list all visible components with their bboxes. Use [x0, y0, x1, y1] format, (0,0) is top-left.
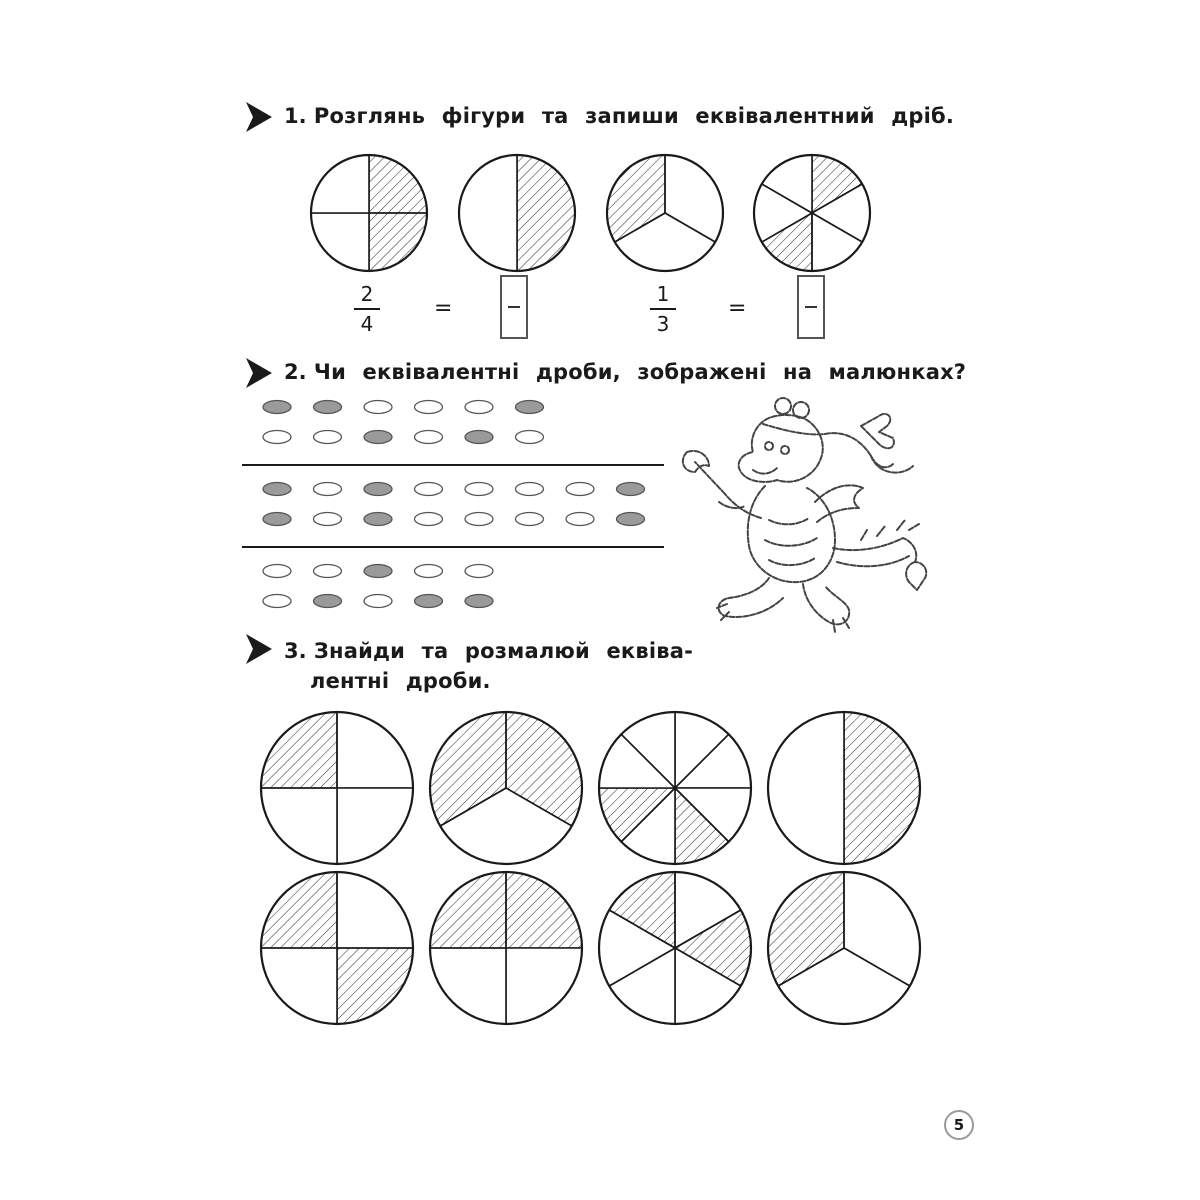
shaded-sector: [844, 712, 920, 864]
empty-oval: [465, 401, 493, 414]
task1-equals-2: =: [728, 296, 747, 321]
task3-title: [284, 636, 693, 696]
empty-oval: [263, 565, 291, 578]
fraction-numerator: 1: [656, 282, 670, 306]
empty-oval: [263, 595, 291, 608]
task3-arrow-icon: [244, 632, 274, 666]
shaded-oval: [364, 565, 392, 578]
task2-oval-groups: [240, 390, 670, 620]
empty-oval: [465, 565, 493, 578]
task2-arrow-icon: [244, 356, 274, 390]
task1-arrow-icon: [244, 100, 274, 134]
shaded-sector: [517, 155, 575, 271]
shaded-oval: [263, 401, 291, 414]
fraction-denominator: 4: [360, 312, 374, 336]
task1-title: [284, 104, 954, 128]
shaded-oval: [263, 513, 291, 526]
task3-circle-3[interactable]: [597, 710, 753, 866]
task3-circle-8[interactable]: [766, 870, 922, 1026]
empty-oval: [415, 565, 443, 578]
task1-circle-1: [309, 153, 429, 273]
task3-circle-1[interactable]: [259, 710, 415, 866]
fraction-denominator: 3: [656, 312, 670, 336]
empty-oval: [364, 401, 392, 414]
shaded-oval: [617, 513, 645, 526]
empty-oval: [314, 565, 342, 578]
shaded-oval: [516, 401, 544, 414]
empty-oval: [314, 483, 342, 496]
task1-answer-box-1[interactable]: [500, 275, 528, 339]
empty-oval: [415, 483, 443, 496]
fraction-numerator: 2: [360, 282, 374, 306]
empty-sector: [459, 155, 517, 271]
shaded-oval: [364, 431, 392, 444]
task1-number: 1.: [284, 104, 307, 128]
empty-oval: [465, 483, 493, 496]
task3-text-line1: Знайди та розмалюй еквіва-: [313, 639, 694, 663]
shaded-oval: [415, 595, 443, 608]
shaded-oval: [465, 595, 493, 608]
task1-text: Розглянь фігури та запиши еквівалентний дріб.: [313, 104, 955, 128]
task3-number: 3.: [284, 639, 307, 663]
empty-oval: [516, 483, 544, 496]
page-number: 5: [944, 1110, 974, 1140]
task2-number: 2.: [284, 360, 307, 384]
empty-oval: [566, 513, 594, 526]
task1-circle-2: [457, 153, 577, 273]
empty-sector: [768, 712, 844, 864]
task1-fraction-2: [648, 283, 678, 335]
fraction-bar: [354, 308, 380, 310]
task1-circle-4: [752, 153, 872, 273]
shaded-oval: [465, 431, 493, 444]
task3-circle-5[interactable]: [259, 870, 415, 1026]
empty-oval: [415, 513, 443, 526]
task3-circle-6[interactable]: [428, 870, 584, 1026]
shaded-oval: [364, 483, 392, 496]
empty-oval: [516, 431, 544, 444]
empty-oval: [566, 483, 594, 496]
empty-oval: [314, 513, 342, 526]
shaded-oval: [314, 595, 342, 608]
task1-answer-box-2[interactable]: [797, 275, 825, 339]
empty-oval: [465, 513, 493, 526]
empty-oval: [364, 595, 392, 608]
empty-oval: [263, 431, 291, 444]
fraction-bar: [650, 308, 676, 310]
shaded-oval: [314, 401, 342, 414]
shaded-oval: [364, 513, 392, 526]
dragon-with-wrench-icon: [665, 390, 945, 645]
empty-oval: [314, 431, 342, 444]
task2-text: Чи еквівалентні дроби, зображені на малюнках?: [313, 360, 967, 384]
task3-circle-2[interactable]: [428, 710, 584, 866]
shaded-oval: [263, 483, 291, 496]
task3-circle-7[interactable]: [597, 870, 753, 1026]
task1-equals-1: =: [434, 296, 453, 321]
task2-title: [284, 360, 966, 384]
shaded-oval: [617, 483, 645, 496]
empty-oval: [415, 431, 443, 444]
task3-circle-4[interactable]: [766, 710, 922, 866]
task1-fraction-1: [352, 283, 382, 335]
task1-circle-3: [605, 153, 725, 273]
empty-oval: [516, 513, 544, 526]
task3-text-line2: лентні дроби.: [310, 669, 491, 693]
empty-oval: [415, 401, 443, 414]
